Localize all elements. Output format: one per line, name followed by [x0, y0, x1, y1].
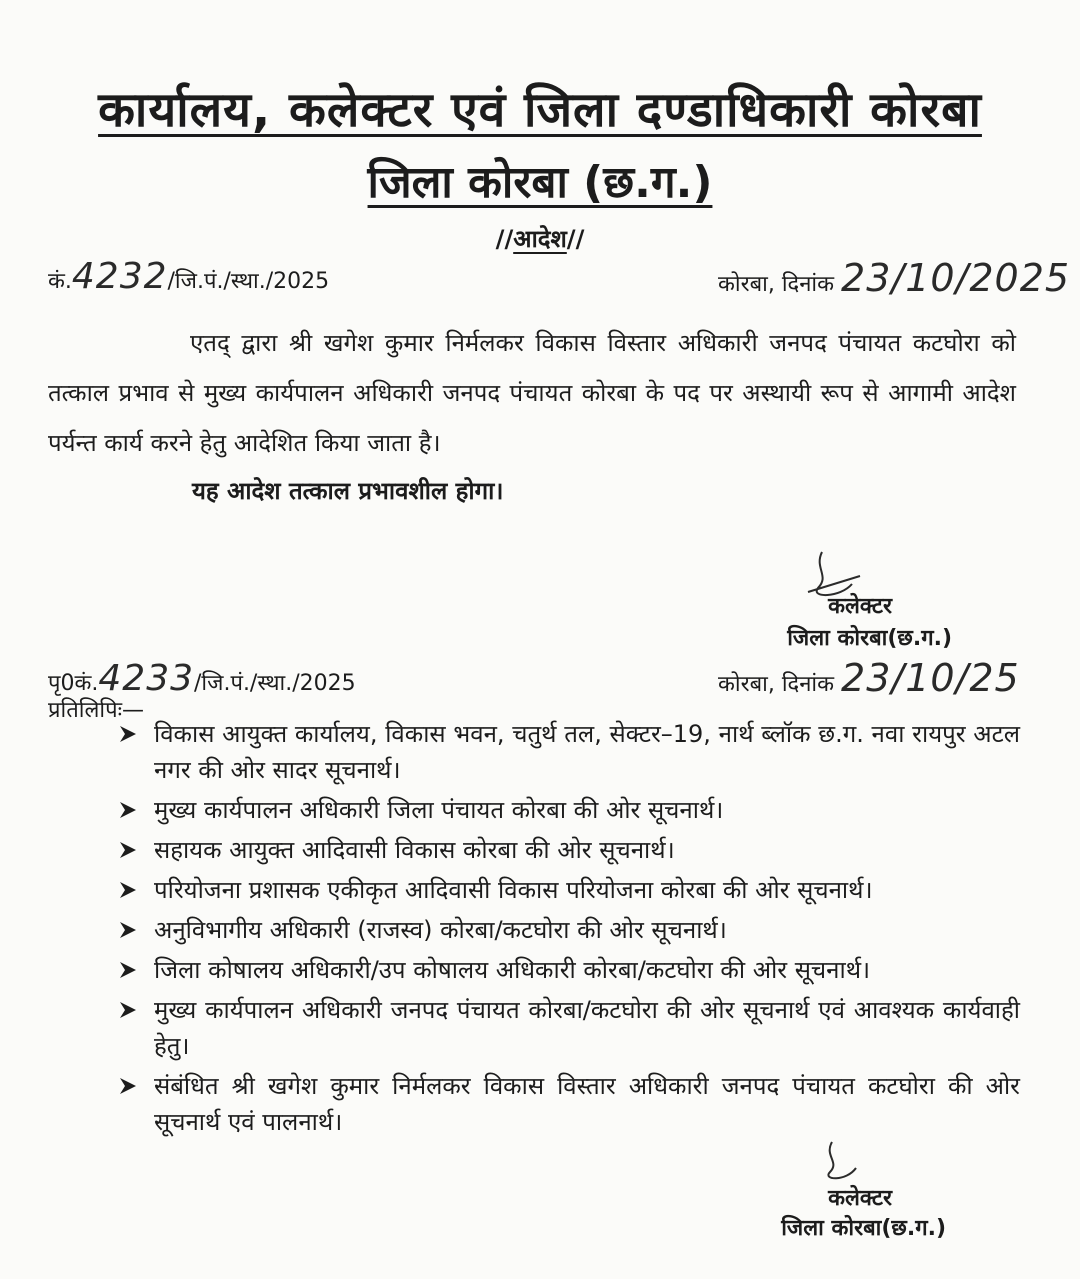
arrow-bullet-icon — [118, 880, 138, 900]
order-title-prefix: // — [495, 225, 514, 253]
arrow-bullet-icon — [118, 1076, 138, 1096]
list-item-text: संबंधित श्री खगेश कुमार निर्मलकर विकास विस्तार अधिकारी जनपद पंचायत कटघोरा की ओर सूचनार्थ एवं पालनार्थ। — [154, 1072, 1020, 1136]
arrow-bullet-icon — [118, 960, 138, 980]
copy-date — [718, 656, 1020, 700]
order-date-value: 23/10/2025 — [841, 256, 1071, 300]
order-title-suffix: // — [566, 225, 585, 253]
copy-ref-prefix: पृ0कं. — [48, 671, 99, 696]
order-ref-suffix: /जि.पं./स्था./2025 — [167, 269, 330, 294]
office-title: कार्यालय, कलेक्टर एवं जिला दण्डाधिकारी कोरबा — [98, 82, 982, 138]
list-item — [112, 792, 1020, 828]
arrow-bullet-icon — [118, 920, 138, 940]
effective-statement: यह आदेश तत्काल प्रभावशील होगा। — [192, 477, 504, 505]
arrow-bullet-icon — [118, 724, 138, 744]
signature2-title: कलेक्टर — [828, 1186, 892, 1211]
list-item — [112, 716, 1020, 788]
copy-label: प्रतिलिपिः— — [48, 698, 145, 723]
signature1-district: जिला कोरबा(छ.ग.) — [787, 626, 952, 651]
copy-ref-suffix: /जि.पं./स्था./2025 — [194, 671, 356, 696]
list-item-text: जिला कोषालय अधिकारी/उप कोषालय अधिकारी कोरबा/कटघोरा की ओर सूचनार्थ। — [154, 956, 871, 984]
signature2-district: जिला कोरबा(छ.ग.) — [781, 1216, 946, 1241]
list-item — [112, 952, 1020, 988]
order-title — [0, 222, 1080, 255]
order-body-paragraph: एतद् द्वारा श्री खगेश कुमार निर्मलकर विकास विस्तार अधिकारी जनपद पंचायत कटघोरा को तत्काल प्रभाव से मुख्य कार्यपालन अधिकारी जनपद पंचायत कोरबा के पद पर अस्थायी रूप से आगामी आदेश पर्यन्त कार्य करने हेतु आदेशित किया जाता है। — [48, 329, 1016, 457]
list-item-text: सहायक आयुक्त आदिवासी विकास कोरबा की ओर सूचनार्थ। — [154, 836, 675, 864]
district-title: जिला कोरबा (छ.ग.) — [367, 157, 713, 208]
list-item-text: मुख्य कार्यपालन अधिकारी जिला पंचायत कोरबा की ओर सूचनार्थ। — [154, 796, 724, 824]
signature1-title: कलेक्टर — [828, 594, 892, 619]
order-ref-prefix: कं. — [48, 269, 72, 294]
order-reference — [48, 256, 329, 297]
order-title-label: आदेश — [513, 225, 567, 253]
arrow-bullet-icon — [118, 1000, 138, 1020]
copy-date-value: 23/10/25 — [841, 656, 1020, 700]
list-item — [112, 992, 1020, 1064]
arrow-bullet-icon — [118, 800, 138, 820]
order-ref-number: 4232 — [71, 256, 168, 297]
copy-ref-number: 4233 — [98, 658, 195, 699]
list-item — [112, 832, 1020, 868]
list-item — [112, 1068, 1020, 1140]
list-item-text: मुख्य कार्यपालन अधिकारी जनपद पंचायत कोरबा/कटघोरा की ओर सूचनार्थ एवं आवश्यक कार्यवाही हेतु। — [154, 996, 1020, 1060]
arrow-bullet-icon — [118, 840, 138, 860]
list-item-text: विकास आयुक्त कार्यालय, विकास भवन, चतुर्थ तल, सेक्टर–19, नार्थ ब्लॉक छ.ग. नवा रायपुर अटल नगर की ओर सादर सूचनार्थ। — [154, 720, 1020, 784]
signature-scribble-2 — [812, 1138, 872, 1188]
list-item — [112, 872, 1020, 908]
list-item-text: परियोजना प्रशासक एकीकृत आदिवासी विकास परियोजना कोरबा की ओर सूचनार्थ। — [154, 876, 873, 904]
order-date — [718, 256, 1070, 300]
list-item — [112, 912, 1020, 948]
list-item-text: अनुविभागीय अधिकारी (राजस्व) कोरबा/कटघोरा की ओर सूचनार्थ। — [154, 916, 727, 944]
copy-reference — [48, 658, 356, 699]
copy-list — [112, 716, 1020, 1144]
order-date-label: कोरबा, दिनांक — [718, 272, 835, 297]
copy-date-label: कोरबा, दिनांक — [718, 672, 835, 697]
